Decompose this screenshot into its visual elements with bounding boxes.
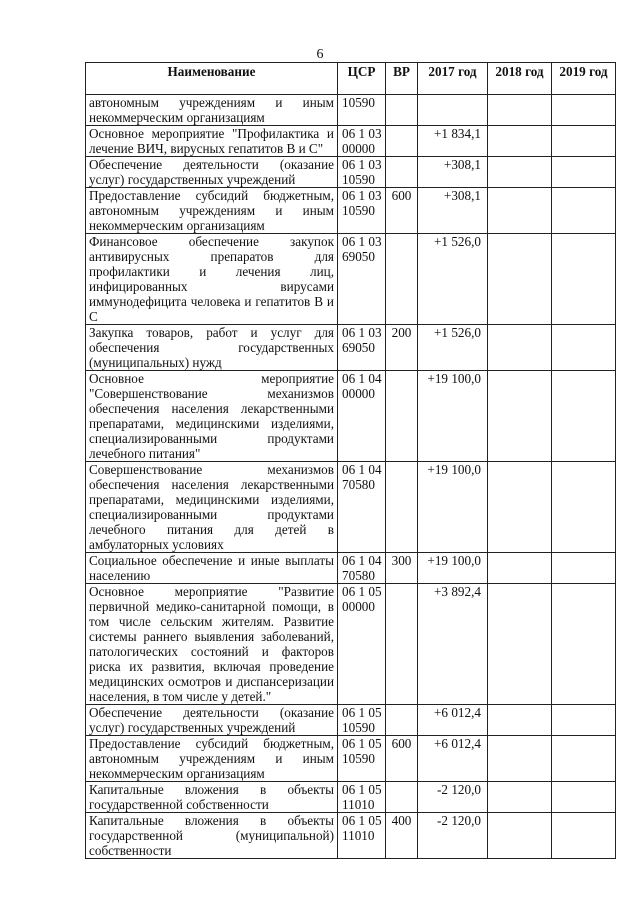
cell-2019	[552, 95, 616, 126]
header-2019: 2019 год	[552, 63, 616, 95]
cell-csr: 06 1 03 69050	[338, 325, 386, 371]
cell-vr	[386, 782, 418, 813]
cell-2018	[488, 371, 552, 462]
budget-table	[85, 62, 616, 859]
cell-vr	[386, 126, 418, 157]
cell-2018	[488, 325, 552, 371]
cell-2018	[488, 705, 552, 736]
cell-csr: 06 1 03 69050	[338, 234, 386, 325]
cell-name: Обеспечение деятельности (оказание услуг) государственных учреждений	[86, 157, 338, 188]
table-row	[86, 813, 616, 859]
cell-2017: -2 120,0	[418, 782, 488, 813]
cell-2019	[552, 126, 616, 157]
table-row	[86, 584, 616, 705]
cell-vr: 600	[386, 736, 418, 782]
cell-name: автономным учреждениям и иным некоммерческим организациям	[86, 95, 338, 126]
cell-csr: 06 1 03 10590	[338, 188, 386, 234]
cell-name: Основное мероприятие "Профилактика и лечение ВИЧ, вирусных гепатитов В и С"	[86, 126, 338, 157]
table-row	[86, 188, 616, 234]
table-row	[86, 157, 616, 188]
page-number: 6	[316, 47, 324, 62]
cell-name: Закупка товаров, работ и услуг для обеспечения государственных (муниципальных) нужд	[86, 325, 338, 371]
table-row	[86, 736, 616, 782]
cell-name: Предоставление субсидий бюджетным, автономным учреждениям и иным некоммерческим организациям	[86, 736, 338, 782]
cell-2019	[552, 584, 616, 705]
cell-2019	[552, 462, 616, 553]
cell-2019	[552, 325, 616, 371]
header-csr: ЦСР	[338, 63, 386, 95]
cell-vr: 600	[386, 188, 418, 234]
cell-2017: +308,1	[418, 188, 488, 234]
cell-2017: +3 892,4	[418, 584, 488, 705]
cell-csr: 06 1 04 70580	[338, 462, 386, 553]
cell-csr: 10590	[338, 95, 386, 126]
table-row	[86, 234, 616, 325]
table-row	[86, 705, 616, 736]
cell-2018	[488, 584, 552, 705]
cell-name: Совершенствование механизмов обеспечения населения лекарственными препаратами, медицинскими изделиями, специализированными продуктами лечебного питания для детей в амбулаторных условиях	[86, 462, 338, 553]
table-row	[86, 95, 616, 126]
cell-vr	[386, 95, 418, 126]
cell-2019	[552, 553, 616, 584]
cell-2019	[552, 705, 616, 736]
cell-csr: 06 1 04 70580	[338, 553, 386, 584]
cell-name: Финансовое обеспечение закупок антивирусных препаратов для профилактики и лечения лиц, инфицированных вирусами иммунодефицита человека и гепатитов В и С	[86, 234, 338, 325]
cell-2018	[488, 782, 552, 813]
cell-name: Основное мероприятие "Совершенствование механизмов обеспечения населения лекарственными препаратами, медицинскими изделиями, специализированными продуктами лечебного питания"	[86, 371, 338, 462]
cell-2017: -2 120,0	[418, 813, 488, 859]
table-row	[86, 126, 616, 157]
cell-vr	[386, 584, 418, 705]
table-row	[86, 553, 616, 584]
cell-name: Обеспечение деятельности (оказание услуг) государственных учреждений	[86, 705, 338, 736]
cell-vr: 200	[386, 325, 418, 371]
cell-2017: +308,1	[418, 157, 488, 188]
cell-2018	[488, 157, 552, 188]
cell-2017: +6 012,4	[418, 736, 488, 782]
cell-name: Предоставление субсидий бюджетным, автономным учреждениям и иным некоммерческим организациям	[86, 188, 338, 234]
cell-2017: +6 012,4	[418, 705, 488, 736]
cell-vr	[386, 234, 418, 325]
cell-csr: 06 1 03 00000	[338, 126, 386, 157]
cell-2019	[552, 736, 616, 782]
cell-2019	[552, 371, 616, 462]
header-2017: 2017 год	[418, 63, 488, 95]
table-header-row	[86, 63, 616, 95]
header-2018: 2018 год	[488, 63, 552, 95]
cell-csr: 06 1 05 10590	[338, 736, 386, 782]
cell-2017: +1 526,0	[418, 234, 488, 325]
cell-vr	[386, 371, 418, 462]
cell-2018	[488, 126, 552, 157]
cell-csr: 06 1 05 11010	[338, 782, 386, 813]
cell-2017: +19 100,0	[418, 462, 488, 553]
table-row	[86, 462, 616, 553]
cell-2017: +1 834,1	[418, 126, 488, 157]
cell-2019	[552, 157, 616, 188]
cell-csr: 06 1 03 10590	[338, 157, 386, 188]
cell-name: Капитальные вложения в объекты государственной собственности	[86, 782, 338, 813]
cell-vr: 400	[386, 813, 418, 859]
cell-name: Основное мероприятие "Развитие первичной медико-санитарной помощи, в том числе сельским жителям. Развитие системы раннего выявления заболеваний, патологических состояний и факторов риска их развития, включая проведение медицинских осмотров и диспансеризации населения, в том числе у детей."	[86, 584, 338, 705]
cell-2017: +19 100,0	[418, 371, 488, 462]
table-row	[86, 782, 616, 813]
cell-2018	[488, 813, 552, 859]
cell-2019	[552, 813, 616, 859]
cell-csr: 06 1 05 10590	[338, 705, 386, 736]
cell-name: Капитальные вложения в объекты государственной (муниципальной) собственности	[86, 813, 338, 859]
cell-vr: 300	[386, 553, 418, 584]
cell-2017	[418, 95, 488, 126]
cell-vr	[386, 157, 418, 188]
cell-2019	[552, 188, 616, 234]
table-row	[86, 325, 616, 371]
cell-2017: +19 100,0	[418, 553, 488, 584]
cell-csr: 06 1 04 00000	[338, 371, 386, 462]
cell-csr: 06 1 05 11010	[338, 813, 386, 859]
cell-2018	[488, 462, 552, 553]
table-row	[86, 371, 616, 462]
cell-2018	[488, 736, 552, 782]
cell-name: Социальное обеспечение и иные выплаты населению	[86, 553, 338, 584]
cell-2018	[488, 553, 552, 584]
cell-vr	[386, 705, 418, 736]
header-name: Наименование	[86, 63, 338, 95]
cell-vr	[386, 462, 418, 553]
cell-2019	[552, 234, 616, 325]
cell-2017: +1 526,0	[418, 325, 488, 371]
cell-2018	[488, 234, 552, 325]
header-vr: ВР	[386, 63, 418, 95]
cell-2018	[488, 188, 552, 234]
cell-2018	[488, 95, 552, 126]
cell-csr: 06 1 05 00000	[338, 584, 386, 705]
cell-2019	[552, 782, 616, 813]
